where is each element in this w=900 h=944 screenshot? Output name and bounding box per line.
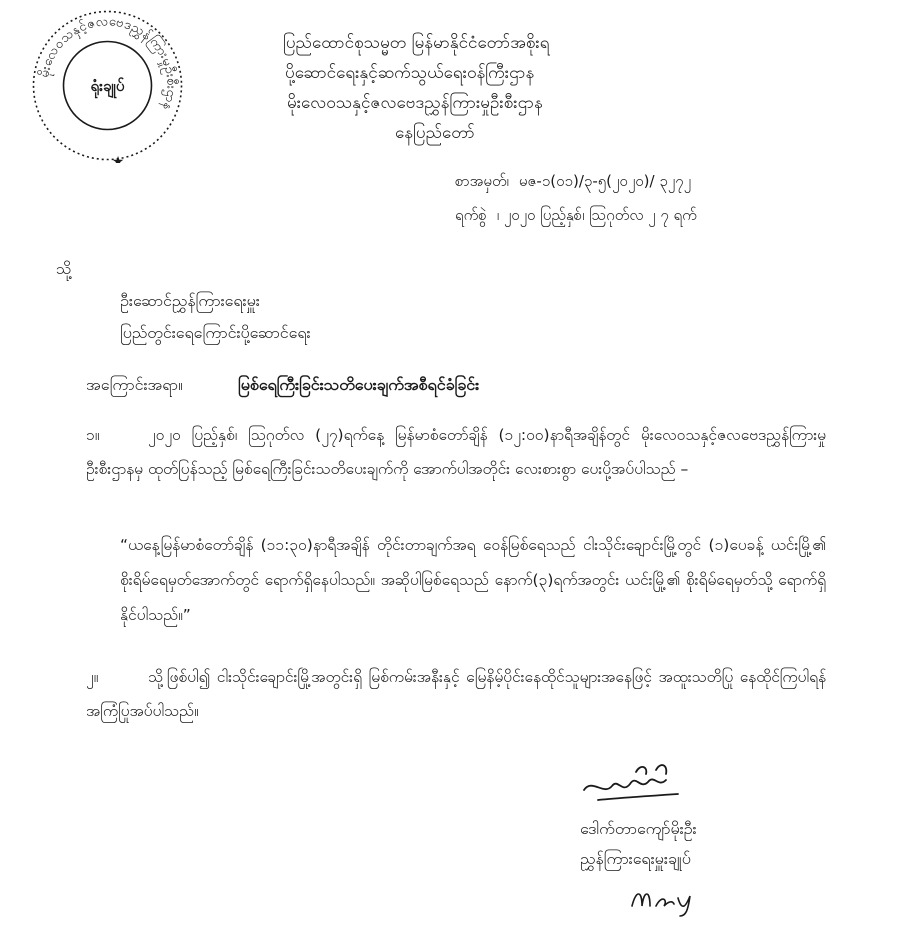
reference-date [455,206,697,228]
letterhead-ministry: ပို့ဆောင်ရေးနှင့်ဆက်သွယ်ရေးဝန်ကြီးဌာန [285,63,535,83]
initial-scribble [628,876,702,918]
signature-scribble [578,760,688,808]
reference-date-label: ရက်စွဲ [455,206,487,224]
seal-graphic [30,8,185,163]
reference-number-label: စာအမှတ်၊ [455,172,509,190]
paragraph-1 [86,418,826,486]
paragraph-2 [86,660,826,728]
paragraph-2-number: ၂။ [86,668,99,686]
letterhead [265,28,685,148]
letterhead-government: ပြည်ထောင်စုသမ္မတ မြန်မာနိုင်ငံတော်အစိုးရ [283,33,550,53]
to-label: သို့ [56,259,72,278]
signer-title: ညွှန်ကြားရေးမှူးချုပ် [580,849,691,868]
paragraph-1-text: ၂၀၂၀ ပြည့်နှစ်၊ ဩဂုတ်လ (၂၇)ရက်နေ့ မြန်မာစံတော်ချိန် (၁၂:၀၀)နာရီအချိန်တွင် မိုးလေဝသနှင့်ဇလဗေဒညွှန်ကြားမှုဦးစီးဌာနမှ ထုတ်ပြန်သည့် မြစ်ရေကြီးခြင်းသတိပေးချက်ကို အောက်ပါအတိုင်း လေးစားစွာ ပေးပို့အပ်ပါသည် – [86,426,826,478]
paragraph-1-number: ၁။ [86,426,100,444]
department-seal [30,8,185,163]
reference-number-value: မဇ-၁(၀၁)/၃-၅(၂၀၂၀)/ ၃၂၇၂ [518,172,691,190]
warning-quote: “ယနေ့မြန်မာစံတော်ချိန် (၁၁:၃၀)နာရီအချိန် တိုင်းတာချက်အရ ဝေန်မြစ်ရေသည် ငါးသိုင်းချောင်းမြို့တွင် (၁)ပေခန့် ယင်းမြို့၏ စိုးရိမ်ရေမှတ်အောက်တွင် ရောက်ရှိနေပါသည်။ အဆိုပါမြစ်ရေသည် နောက်(၃)ရက်အတွင်း ယင်းမြို့၏ စိုးရိမ်ရေမှတ်သို့ ရောက်ရှိနိုင်ပါသည်။” [120,536,826,624]
handwritten-signature [578,760,688,808]
seal-ring-text: မိုးလေဝသနှင့်ဇလဗေဒညွှန်ကြားမှုဦးစီးဌာန [36,14,179,113]
seal-star-icon: ★ [111,154,125,163]
recipient-organization: ပြည်တွင်းရေကြောင်းပို့ဆောင်ရေး [120,323,311,342]
signer-name: ဒေါက်တာကျော်မိုးဦး [580,819,697,838]
seal-center-text: ရုံးချုပ် [90,77,125,95]
subject-value: မြစ်ရေကြီးခြင်းသတိပေးချက်အစီရင်ခံခြင်း [238,375,480,394]
reference-date-value: ၊ ၂၀၂၀ ပြည့်နှစ်၊ ဩဂုတ်လ ၂ ၇ ရက် [496,206,697,224]
reference-number [455,172,691,194]
recipient-title: ဦးဆောင်ညွှန်ကြားရေးမှူး [120,291,260,310]
letterhead-city: နေပြည်တော် [395,123,475,143]
paragraph-2-text: သို့ဖြစ်ပါ၍ ငါးသိုင်းချောင်းမြို့အတွင်းရှိ မြစ်ကမ်းအနီးနှင့် မြေနိမ့်ပိုင်းနေထိုင်သူများအနေဖြင့် အထူးသတိပြု နေထိုင်ကြပါရန် အကြံပြုအပ်ပါသည်။ [86,668,826,720]
subject-label: အကြောင်းအရာ။ [86,375,183,394]
letterhead-department: မိုးလေဝသနှင့်ဇလဗေဒညွှန်ကြားမှုဦးစီးဌာန [287,93,543,113]
handwritten-initial [628,876,702,918]
subject-line [86,374,479,398]
